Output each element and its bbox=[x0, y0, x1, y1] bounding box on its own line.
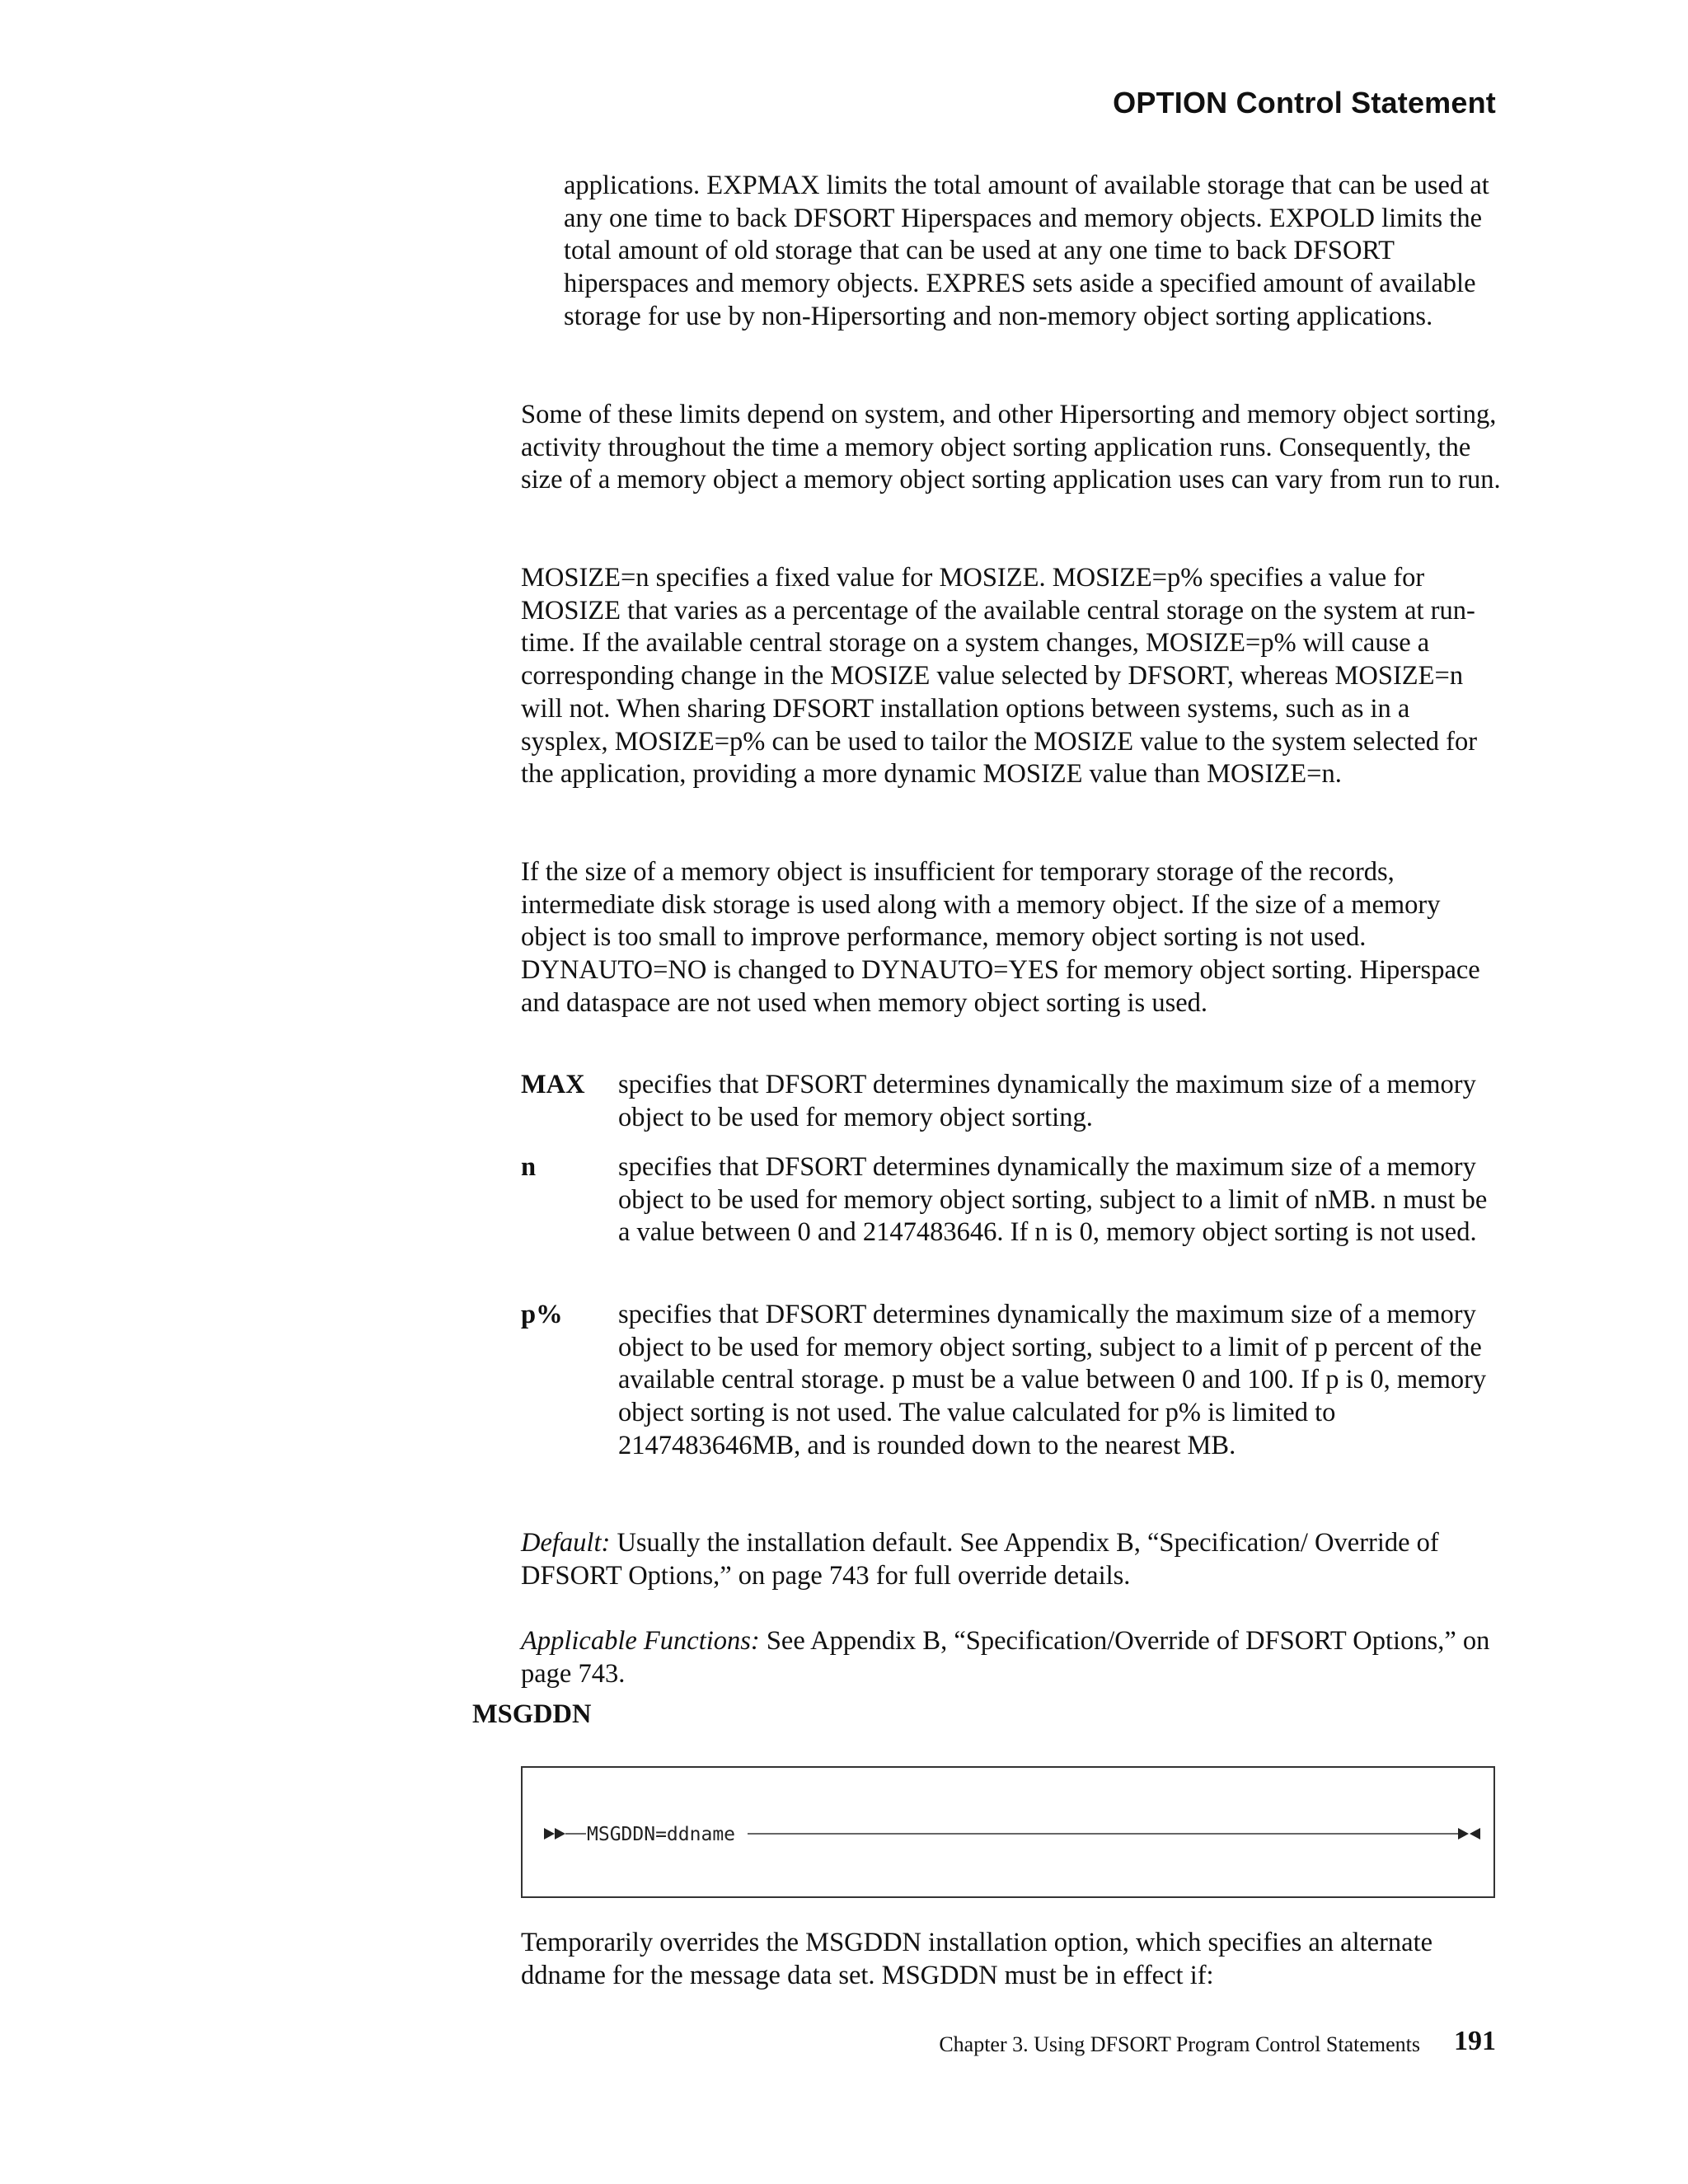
applicable-functions-label: Applicable Functions: bbox=[521, 1626, 760, 1656]
section-title-msgddn: MSGDDN bbox=[472, 1699, 592, 1729]
syntax-diagram-graphic bbox=[523, 1768, 1497, 1900]
syntax-keyword: MSGDDN=ddname bbox=[587, 1824, 736, 1845]
definition-text: specifies that DFSORT determines dynamically the maximum size of a memory object to be used for memory object sorting, subject to a limit of p percent of the available central storage. p must be a value between 0 and 100. If p is 0, memory object sorting is not used. The value calculated for p% is limited to 2147483646MB, and is rounded down to the nearest MB. bbox=[618, 1300, 1487, 1460]
definition-text: specifies that DFSORT determines dynamically the maximum size of a memory object to be used for memory object sorting, subject to a limit of nMB. n must be a value between 0 and 2147483646. If n is 0, memory object sorting is not used. bbox=[618, 1152, 1488, 1248]
definition-term: p% bbox=[521, 1300, 563, 1329]
paragraph-expmax: applications. EXPMAX limits the total amount of available storage that can be used at any one time to back DFSORT Hiperspaces and memory objects. EXPOLD limits the total amount of old storage that can be used at any one time to back DFSORT hiperspaces and memory objects. EXPRES sets aside a specified amount of available storage for use by non-Hipersorting and non-memory object sorting applications. bbox=[564, 171, 1489, 331]
definition-term: n bbox=[521, 1152, 537, 1182]
syntax-end-arrow-icon bbox=[1458, 1828, 1469, 1840]
paragraph-limits: Some of these limits depend on system, and other Hipersorting and memory object sorting, activity throughout the time a memory object sorting application runs. Consequently, the size of a memory object a memory object sorting application uses can vary from run to run. bbox=[521, 400, 1501, 495]
default-text: Usually the installation default. See Appendix B, “Specification/ Override of DFSORT Options,” on page 743 for full override details. bbox=[521, 1528, 1439, 1591]
applicable-functions-note bbox=[521, 1625, 1502, 1690]
syntax-end-arrow-icon bbox=[1470, 1828, 1480, 1840]
default-label: Default: bbox=[521, 1528, 611, 1558]
paragraph-mosize: MOSIZE=n specifies a fixed value for MOSIZE. MOSIZE=p% specifies a value for MOSIZE that varies as a percentage of the available central storage on the system at run-time. If the available central storage on a system changes, MOSIZE=p% will cause a corresponding change in the MOSIZE value selected by DFSORT, whereas MOSIZE=n will not. When sharing DFSORT installation options between systems, such as in a sysplex, MOSIZE=p% can be used to tailor the MOSIZE value to the system selected for the application, providing a more dynamic MOSIZE value than MOSIZE=n. bbox=[521, 563, 1478, 790]
definition-term: MAX bbox=[521, 1070, 585, 1099]
default-note bbox=[521, 1527, 1502, 1592]
footer-chapter-title: Chapter 3. Using DFSORT Program Control Statements bbox=[939, 2032, 1420, 2056]
page-header-title: OPTION Control Statement bbox=[1113, 86, 1496, 120]
syntax-diagram bbox=[521, 1766, 1495, 1898]
applicable-functions-text: See Appendix B, “Specification/Override of DFSORT Options,” on page 743. bbox=[521, 1626, 1490, 1689]
syntax-start-arrow-icon bbox=[555, 1828, 565, 1840]
syntax-start-arrow-icon bbox=[544, 1828, 555, 1840]
page-number: 191 bbox=[1454, 2026, 1496, 2056]
paragraph-memory-object: If the size of a memory object is insufficient for temporary storage of the records, intermediate disk storage is used along with a memory object. If the size of a memory object is too small to improve performance, memory object sorting is not used. DYNAUTO=NO is changed to DYNAUTO=YES for memory object sorting. Hiperspace and dataspace are not used when memory object sorting is used. bbox=[521, 857, 1480, 1018]
definition-text: specifies that DFSORT determines dynamically the maximum size of a memory object to be used for memory object sorting. bbox=[618, 1070, 1476, 1132]
paragraph-msgddn: Temporarily overrides the MSGDDN installation option, which specifies an alternate ddname for the message data set. MSGDDN must be in effect if: bbox=[521, 1928, 1433, 1990]
